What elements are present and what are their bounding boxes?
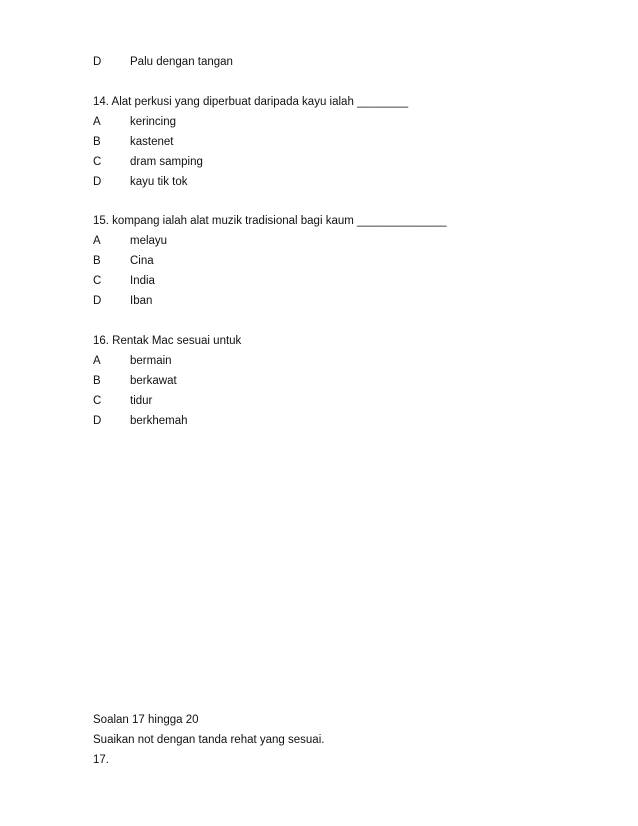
option-letter: B [93,375,101,387]
option-letter: A [93,116,101,128]
question-16-prompt: 16. Rentak Mac sesuai untuk [93,335,242,347]
option-text: dram samping [130,156,203,168]
question-14-option-a [93,115,176,129]
option-text: melayu [130,235,168,247]
section-instruction: Suaikan not dengan tanda rehat yang sesuai. [93,734,325,746]
option-letter: D [93,415,102,427]
question-17-number: 17. [93,754,109,766]
option-text: India [130,275,155,287]
option-text: tidur [130,395,153,407]
question-14-option-d [93,175,188,189]
option-text: Cina [130,255,154,267]
question-15-option-b [93,254,154,268]
option-text: kerincing [130,116,177,128]
option-text: Iban [130,295,153,307]
question-15-option-c [93,274,155,288]
option-letter: A [93,235,101,247]
option-text: Palu dengan tangan [130,56,233,68]
question-14-prompt: 14. Alat perkusi yang diperbuat daripada kayu ialah ________ [93,96,409,108]
question-16-option-b [93,374,177,388]
question-15-option-d [93,294,152,308]
option-letter: D [93,176,102,188]
question-14-option-b [93,135,173,149]
option-text: berkawat [130,375,177,387]
question-15-option-a [93,234,167,248]
question-16-option-d [93,414,188,428]
question-16-option-a [93,354,172,368]
option-letter: A [93,355,101,367]
option-text: kayu tik tok [130,176,188,188]
option-letter: D [93,56,102,68]
option-text: kastenet [130,136,174,148]
option-letter: C [93,156,102,168]
option-letter: D [93,295,102,307]
option-letter: B [93,136,101,148]
option-text: berkhemah [130,415,188,427]
question-15-prompt: 15. kompang ialah alat muzik tradisional bagi kaum ______________ [93,215,447,227]
question-14-option-c [93,155,203,169]
option-letter: B [93,255,101,267]
question-16-option-c [93,394,152,408]
section-title: Soalan 17 hingga 20 [93,714,199,726]
option-letter: C [93,395,102,407]
option-d-previous [93,55,233,69]
option-text: bermain [130,355,172,367]
option-letter: C [93,275,102,287]
